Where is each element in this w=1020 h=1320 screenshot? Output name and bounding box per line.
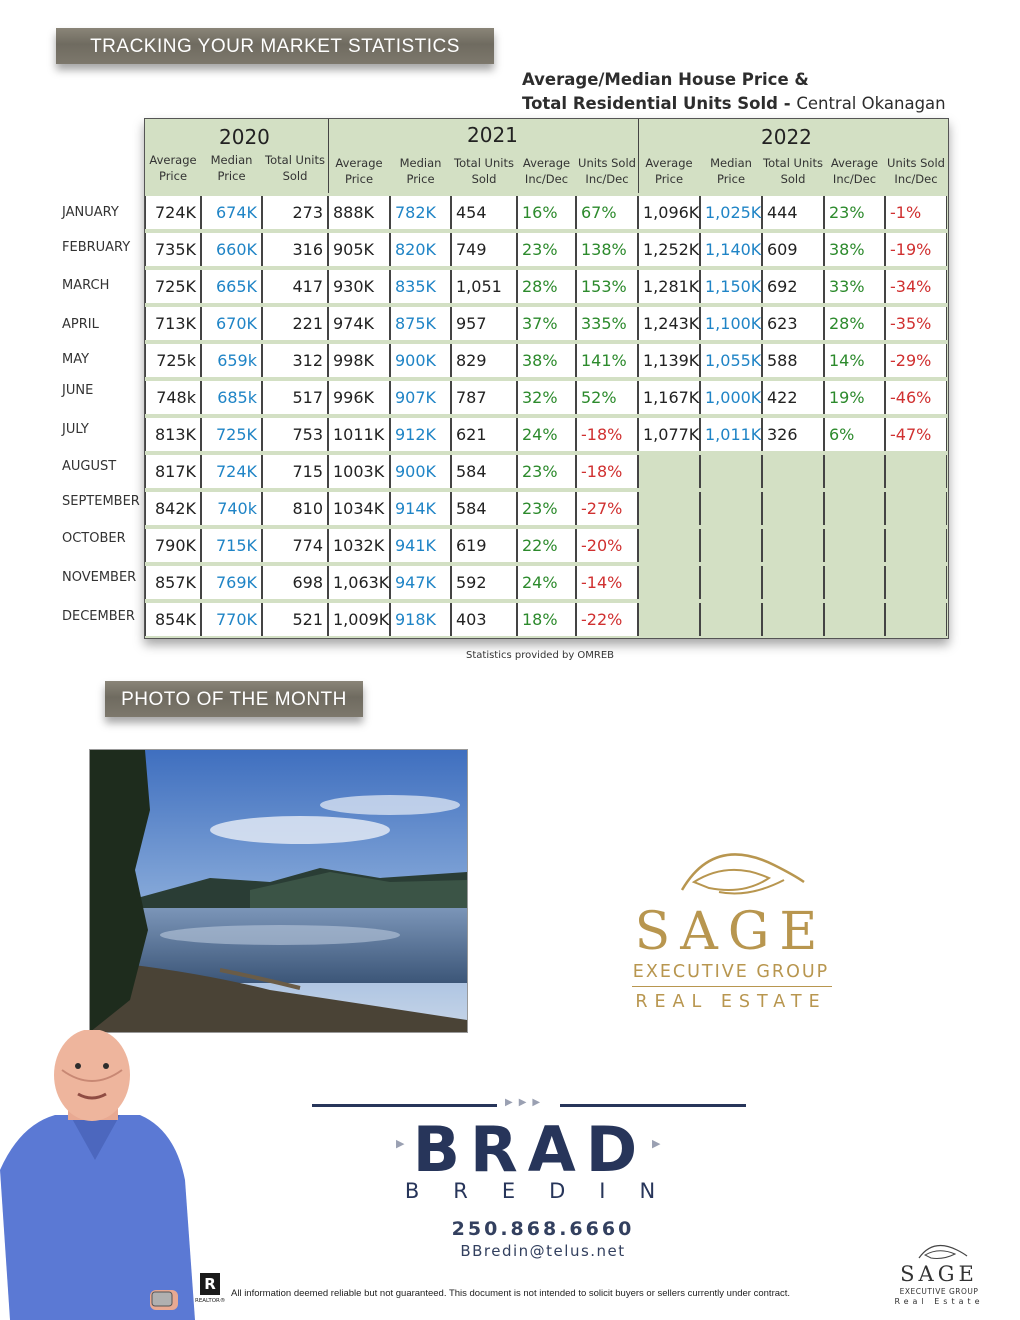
table-cell: 14% xyxy=(824,344,885,377)
table-cell: 67% xyxy=(576,196,638,229)
column-header: Total Units Sold xyxy=(763,156,823,186)
year-divider xyxy=(638,119,639,193)
table-cell: 422 xyxy=(762,381,824,414)
table-cell: 907K xyxy=(390,381,451,414)
table-cell: -18% xyxy=(576,455,638,488)
table-cell: 774 xyxy=(262,529,328,562)
realtor-r-icon: R xyxy=(200,1273,220,1295)
month-label: DECEMBER xyxy=(62,609,135,624)
sage-small-name: SAGE xyxy=(900,1262,978,1286)
table-cell: 138% xyxy=(576,233,638,266)
table-cell: 912K xyxy=(390,418,451,451)
table-cell: 403 xyxy=(451,603,517,636)
table-cell: -20% xyxy=(576,529,638,562)
table-cell: 947K xyxy=(390,566,451,599)
table-cell: 33% xyxy=(824,270,885,303)
table-cell: 905K xyxy=(328,233,390,266)
column-header: Average Price xyxy=(149,153,197,183)
table-cell: 454 xyxy=(451,196,517,229)
table-cell: 813K xyxy=(145,418,201,451)
table-cell: 829 xyxy=(451,344,517,377)
agent-portrait xyxy=(0,1030,195,1320)
table-cell: 1034K xyxy=(328,492,390,525)
table-cell: 769K xyxy=(201,566,262,599)
table-cell: 857K xyxy=(145,566,201,599)
month-label: SEPTEMBER xyxy=(62,494,140,509)
table-cell: 1,243K xyxy=(638,307,700,340)
month-label: AUGUST xyxy=(62,459,117,474)
table-cell: 835K xyxy=(390,270,451,303)
table-cell: 810 xyxy=(262,492,328,525)
table-cell xyxy=(638,455,700,488)
table-cell: 28% xyxy=(824,307,885,340)
table-cell xyxy=(885,455,947,488)
table-cell: 1,077K xyxy=(638,418,700,451)
table-cell: 842K xyxy=(145,492,201,525)
table-cell: 619 xyxy=(451,529,517,562)
table-cell: 444 xyxy=(762,196,824,229)
table-cell: 740k xyxy=(201,492,262,525)
table-cell: 674K xyxy=(201,196,262,229)
subtitle-location: Central Okanagan xyxy=(796,94,946,113)
table-cell: 588 xyxy=(762,344,824,377)
table-cell: 725K xyxy=(145,270,201,303)
month-label: JULY xyxy=(62,422,89,437)
table-cell: 930K xyxy=(328,270,390,303)
table-cell: 1,139K xyxy=(638,344,700,377)
table-cell: 18% xyxy=(517,603,576,636)
sage-small-exec: EXECUTIVE GROUP xyxy=(899,1287,979,1296)
market-stats-banner-text: TRACKING YOUR MARKET STATISTICS xyxy=(90,36,460,57)
table-cell: 52% xyxy=(576,381,638,414)
table-cell: 335% xyxy=(576,307,638,340)
table-cell: 28% xyxy=(517,270,576,303)
table-cell xyxy=(762,566,824,599)
stats-table xyxy=(144,118,949,639)
sage-logo-exec: EXECUTIVE GROUP xyxy=(632,962,830,982)
table-cell: 23% xyxy=(824,196,885,229)
year-2020: 2020 xyxy=(219,125,270,149)
agent-email[interactable]: BBredin@telus.net xyxy=(460,1242,626,1260)
table-cell: 32% xyxy=(517,381,576,414)
table-cell: 888K xyxy=(328,196,390,229)
table-cell: 725k xyxy=(145,344,201,377)
sage-logo xyxy=(624,840,838,1020)
table-cell: 1,150K xyxy=(700,270,762,303)
table-cell: 23% xyxy=(517,233,576,266)
table-cell: 609 xyxy=(762,233,824,266)
table-cell: 998K xyxy=(328,344,390,377)
table-cell: 23% xyxy=(517,492,576,525)
table-cell: 517 xyxy=(262,381,328,414)
table-cell: 417 xyxy=(262,270,328,303)
table-cell: 621 xyxy=(451,418,517,451)
table-cell: 685k xyxy=(201,381,262,414)
table-cell: 875K xyxy=(390,307,451,340)
column-header: Units Sold Inc/Dec xyxy=(578,156,636,186)
agent-phone[interactable]: 250.868.6660 xyxy=(451,1218,635,1240)
table-cell: 665K xyxy=(201,270,262,303)
table-cell: 1,011K xyxy=(700,418,762,451)
table-cell xyxy=(762,455,824,488)
table-cell: 221 xyxy=(262,307,328,340)
table-cell: 782K xyxy=(390,196,451,229)
agent-first-name: BRAD xyxy=(412,1113,648,1186)
month-label: OCTOBER xyxy=(62,531,126,546)
month-label: MAY xyxy=(62,352,90,367)
table-cell: -18% xyxy=(576,418,638,451)
table-cell: 1,009K xyxy=(328,603,390,636)
table-cell: -29% xyxy=(885,344,947,377)
table-cell: 1,167K xyxy=(638,381,700,414)
market-stats-banner xyxy=(56,28,494,64)
table-cell: 592 xyxy=(451,566,517,599)
table-cell: 854K xyxy=(145,603,201,636)
table-cell: 326 xyxy=(762,418,824,451)
table-cell: 1,055K xyxy=(700,344,762,377)
table-cell: 584 xyxy=(451,492,517,525)
table-cell: 735K xyxy=(145,233,201,266)
column-header: Average Inc/Dec xyxy=(522,156,571,186)
column-header: Average Price xyxy=(645,156,693,186)
table-cell: 770K xyxy=(201,603,262,636)
year-2022: 2022 xyxy=(761,125,812,149)
table-cell: 659k xyxy=(201,344,262,377)
table-cell: 692 xyxy=(762,270,824,303)
table-cell xyxy=(700,566,762,599)
column-header: Median Price xyxy=(210,153,253,183)
table-cell: 1,252K xyxy=(638,233,700,266)
table-cell: 1,000K xyxy=(700,381,762,414)
year-2021: 2021 xyxy=(467,123,518,147)
table-cell xyxy=(762,529,824,562)
table-cell: 715 xyxy=(262,455,328,488)
table-cell xyxy=(638,492,700,525)
table-cell: 941K xyxy=(390,529,451,562)
subtitle-line2: Total Residential Units Sold - xyxy=(522,94,791,113)
table-cell: 918K xyxy=(390,603,451,636)
sage-small-re: Real Estate xyxy=(894,1297,984,1306)
table-cell xyxy=(762,492,824,525)
table-cell: -1% xyxy=(885,196,947,229)
table-cell: -22% xyxy=(576,603,638,636)
table-cell xyxy=(885,603,947,636)
table-cell: 787 xyxy=(451,381,517,414)
disclaimer: All information deemed reliable but not guaranteed. This document is not intended to solicit buyers or sellers currently under contract. xyxy=(231,1288,791,1299)
table-cell: 623 xyxy=(762,307,824,340)
table-cell xyxy=(638,603,700,636)
table-cell: -19% xyxy=(885,233,947,266)
year-divider xyxy=(328,119,329,193)
arrows-icon: ▶▶▶ xyxy=(505,1097,547,1108)
column-header: Average Inc/Dec xyxy=(830,156,879,186)
table-cell: 725K xyxy=(201,418,262,451)
table-cell: 312 xyxy=(262,344,328,377)
agent-branding xyxy=(312,1095,748,1205)
table-cell: 24% xyxy=(517,418,576,451)
photo-of-the-month xyxy=(89,749,468,1033)
table-cell: 900K xyxy=(390,455,451,488)
agent-last-name: BREDIN xyxy=(404,1179,690,1203)
table-cell: 1,100K xyxy=(700,307,762,340)
table-cell: 6% xyxy=(824,418,885,451)
table-cell xyxy=(824,603,885,636)
right-arrow-icon: ▶ xyxy=(652,1137,661,1150)
month-label: JANUARY xyxy=(62,205,119,220)
column-header: Average Price xyxy=(335,156,383,186)
sage-logo-re: REAL ESTATE xyxy=(635,992,827,1012)
month-label: MARCH xyxy=(62,278,110,293)
column-header: Units Sold Inc/Dec xyxy=(887,156,945,186)
table-cell: 724K xyxy=(201,455,262,488)
table-cell: 670K xyxy=(201,307,262,340)
table-cell: 273 xyxy=(262,196,328,229)
chart-subtitle xyxy=(522,68,946,116)
table-cell: 584 xyxy=(451,455,517,488)
table-cell xyxy=(824,492,885,525)
table-cell: -34% xyxy=(885,270,947,303)
column-header: Median Price xyxy=(710,156,752,186)
photo-banner xyxy=(105,681,363,717)
sage-logo-name: SAGE xyxy=(634,902,828,962)
table-cell: -14% xyxy=(576,566,638,599)
table-cell xyxy=(885,566,947,599)
table-cell: 37% xyxy=(517,307,576,340)
table-cell: 16% xyxy=(517,196,576,229)
table-cell: -35% xyxy=(885,307,947,340)
table-cell: 817K xyxy=(145,455,201,488)
left-arrow-icon: ▶ xyxy=(396,1137,405,1150)
table-cell: 1,096K xyxy=(638,196,700,229)
realtor-label: REALTOR® xyxy=(195,1298,226,1304)
table-cell: 974K xyxy=(328,307,390,340)
table-cell: 24% xyxy=(517,566,576,599)
table-cell: 660K xyxy=(201,233,262,266)
table-cell: 23% xyxy=(517,455,576,488)
table-cell xyxy=(885,529,947,562)
month-label: APRIL xyxy=(62,317,99,332)
table-cell: -47% xyxy=(885,418,947,451)
table-cell: 748k xyxy=(145,381,201,414)
table-cell: 698 xyxy=(262,566,328,599)
table-cell xyxy=(700,492,762,525)
table-cell xyxy=(700,455,762,488)
table-cell: 38% xyxy=(824,233,885,266)
photo-banner-text: PHOTO OF THE MONTH xyxy=(121,689,347,710)
table-cell: 38% xyxy=(517,344,576,377)
table-cell: 749 xyxy=(451,233,517,266)
table-cell: 1032K xyxy=(328,529,390,562)
table-cell: 153% xyxy=(576,270,638,303)
table-cell: 715K xyxy=(201,529,262,562)
stats-credit: Statistics provided by OMREB xyxy=(466,650,615,661)
table-cell: 753 xyxy=(262,418,328,451)
table-cell: 19% xyxy=(824,381,885,414)
table-cell: 957 xyxy=(451,307,517,340)
table-cell: 1,025K xyxy=(700,196,762,229)
table-cell: -46% xyxy=(885,381,947,414)
table-cell xyxy=(700,529,762,562)
table-cell: 1,051 xyxy=(451,270,517,303)
table-cell: -27% xyxy=(576,492,638,525)
column-header: Median Price xyxy=(399,156,442,186)
table-cell xyxy=(824,566,885,599)
table-cell: 820K xyxy=(390,233,451,266)
sage-logo-small xyxy=(893,1240,985,1310)
sage-leaf-icon xyxy=(624,840,838,910)
table-cell: 22% xyxy=(517,529,576,562)
month-label: JUNE xyxy=(62,383,94,398)
table-cell: 790K xyxy=(145,529,201,562)
column-header: Total Units Sold xyxy=(265,153,325,183)
table-cell: 900K xyxy=(390,344,451,377)
table-cell: 1,140K xyxy=(700,233,762,266)
table-cell: 713K xyxy=(145,307,201,340)
table-cell: 914K xyxy=(390,492,451,525)
month-label: FEBRUARY xyxy=(62,240,131,255)
table-cell: 521 xyxy=(262,603,328,636)
table-cell: 316 xyxy=(262,233,328,266)
table-cell xyxy=(700,603,762,636)
subtitle-line1: Average/Median House Price & xyxy=(522,70,809,89)
sage-leaf-small-icon xyxy=(893,1240,985,1264)
table-cell xyxy=(638,529,700,562)
table-cell: 724K xyxy=(145,196,201,229)
column-header: Total Units Sold xyxy=(454,156,514,186)
table-cell: 1,281K xyxy=(638,270,700,303)
table-cell xyxy=(824,529,885,562)
table-cell xyxy=(824,455,885,488)
table-cell xyxy=(885,492,947,525)
table-cell: 996K xyxy=(328,381,390,414)
month-label: NOVEMBER xyxy=(62,570,137,585)
realtor-logo xyxy=(195,1273,225,1309)
table-cell: 1003K xyxy=(328,455,390,488)
table-cell: 1011K xyxy=(328,418,390,451)
table-cell xyxy=(638,566,700,599)
table-cell: 1,063K xyxy=(328,566,390,599)
table-cell xyxy=(762,603,824,636)
table-cell: 141% xyxy=(576,344,638,377)
